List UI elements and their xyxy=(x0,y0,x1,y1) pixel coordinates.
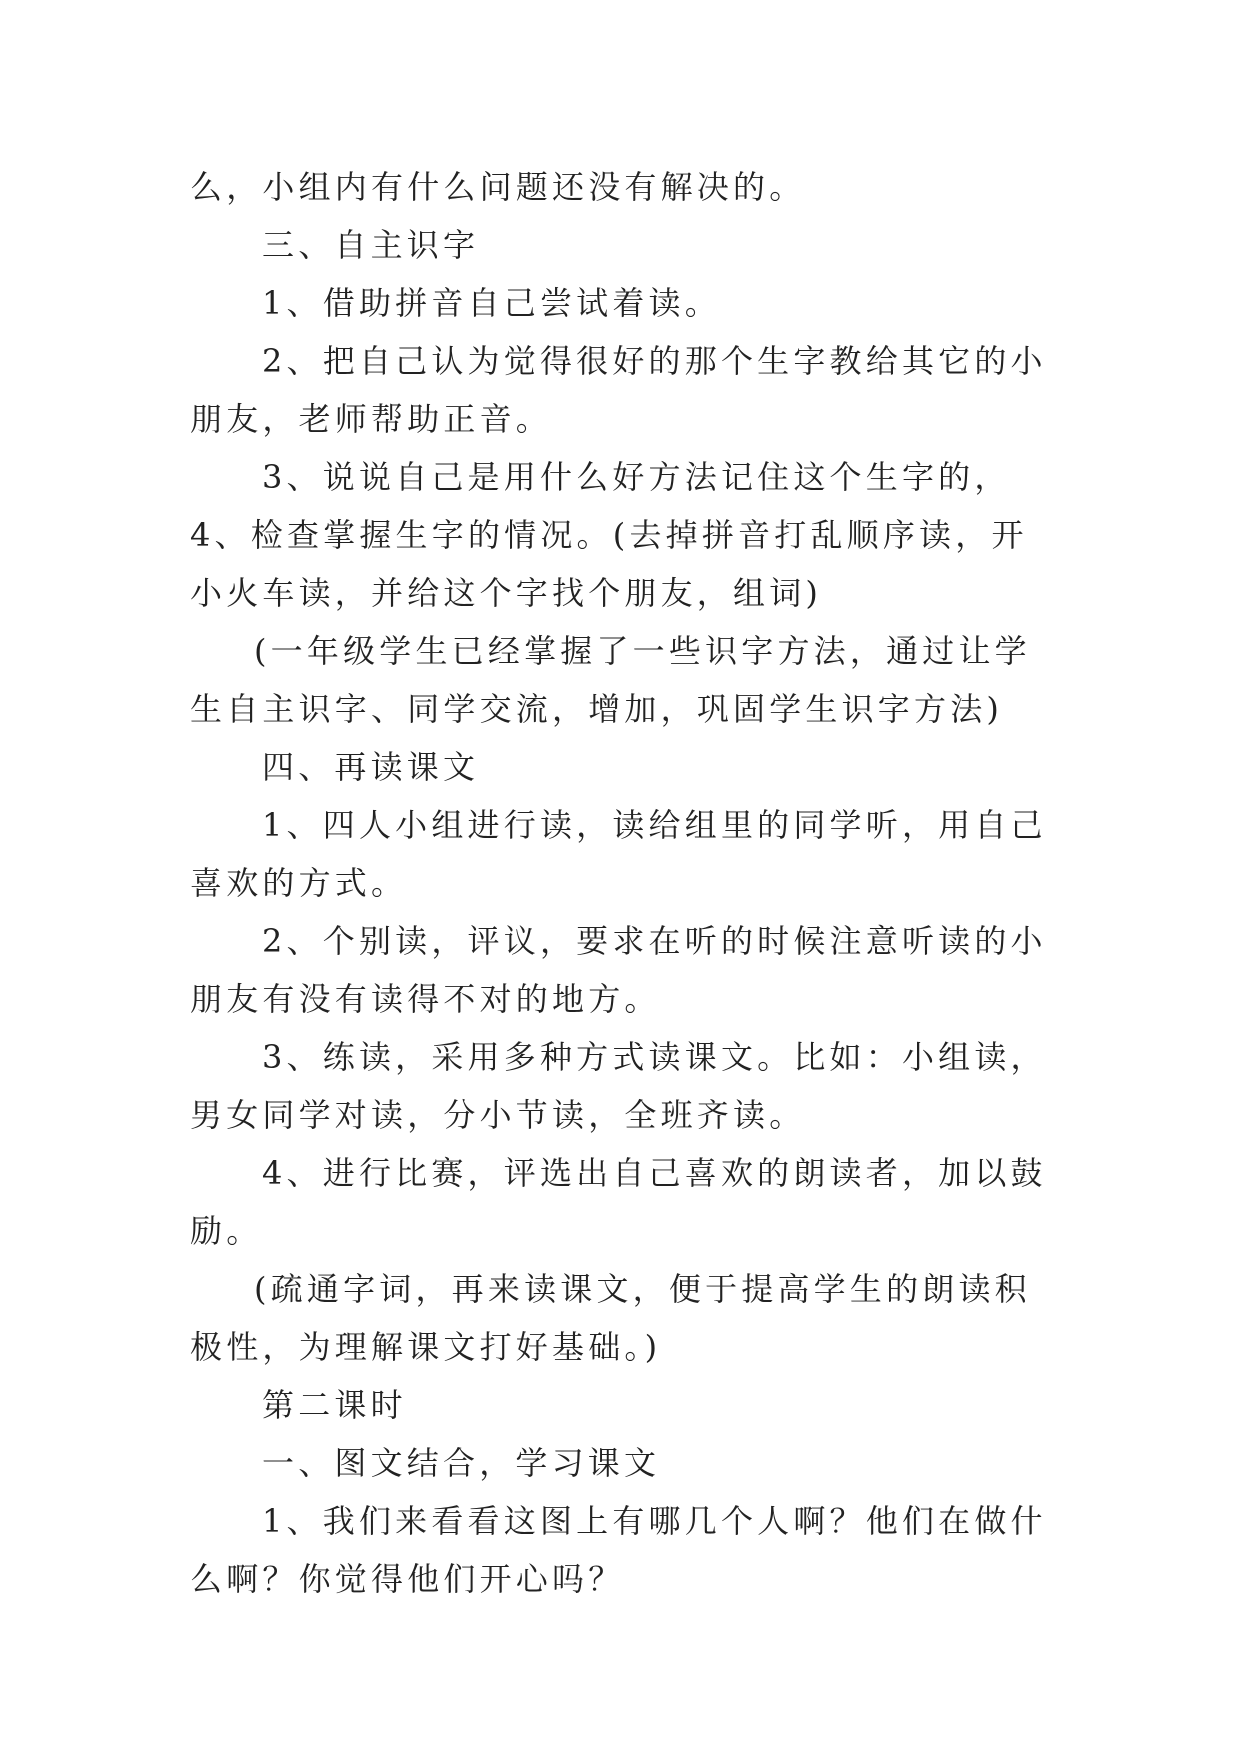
paragraph-note-reading: (疏通字词，再来读课文，便于提高学生的朗读积极性，为理解课文打好基础。) xyxy=(190,1270,1031,1366)
section-heading-self-literacy: 三、自主识字 xyxy=(262,226,480,264)
document-body xyxy=(190,158,1050,1608)
section-heading-reread: 四、再读课文 xyxy=(262,748,480,786)
list-item-teach-characters: 2、把自己认为觉得很好的那个生字教给其它的小朋友，老师帮助正音。 xyxy=(190,342,1047,438)
list-item-practice-reading: 3、练读，采用多种方式读课文。比如：小组读，男女同学对读，分小节读，全班齐读。 xyxy=(190,1038,1047,1134)
paragraph-continuation: 么，小组内有什么问题还没有解决的。 xyxy=(190,168,806,206)
list-item-individual-reading: 2、个别读，评议，要求在听的时候注意听读的小朋友有没有读得不对的地方。 xyxy=(190,922,1047,1018)
section-heading-picture-text: 一、图文结合，学习课文 xyxy=(262,1444,661,1482)
list-item-competition: 4、进行比赛，评选出自己喜欢的朗读者，加以鼓励。 xyxy=(190,1154,1047,1250)
paragraph-note-literacy: (一年级学生已经掌握了一些识字方法，通过让学生自主识字、同学交流，增加，巩固学生识字方法) xyxy=(190,632,1031,728)
list-item-group-reading: 1、四人小组进行读，读给组里的同学听，用自己喜欢的方式。 xyxy=(190,806,1047,902)
list-item-memory-methods: 3、说说自己是用什么好方法记住这个生字的，4、检查掌握生字的情况。(去掉拼音打乱顺序读，开小火车读，并给这个字找个朋友，组词) xyxy=(190,458,1028,612)
list-item-pinyin-reading: 1、借助拼音自己尝试着读。 xyxy=(262,284,721,322)
section-heading-second-lesson: 第二课时 xyxy=(262,1386,407,1424)
list-item-picture-questions: 1、我们来看看这图上有哪几个人啊？他们在做什么啊？你觉得他们开心吗？ xyxy=(190,1502,1047,1598)
